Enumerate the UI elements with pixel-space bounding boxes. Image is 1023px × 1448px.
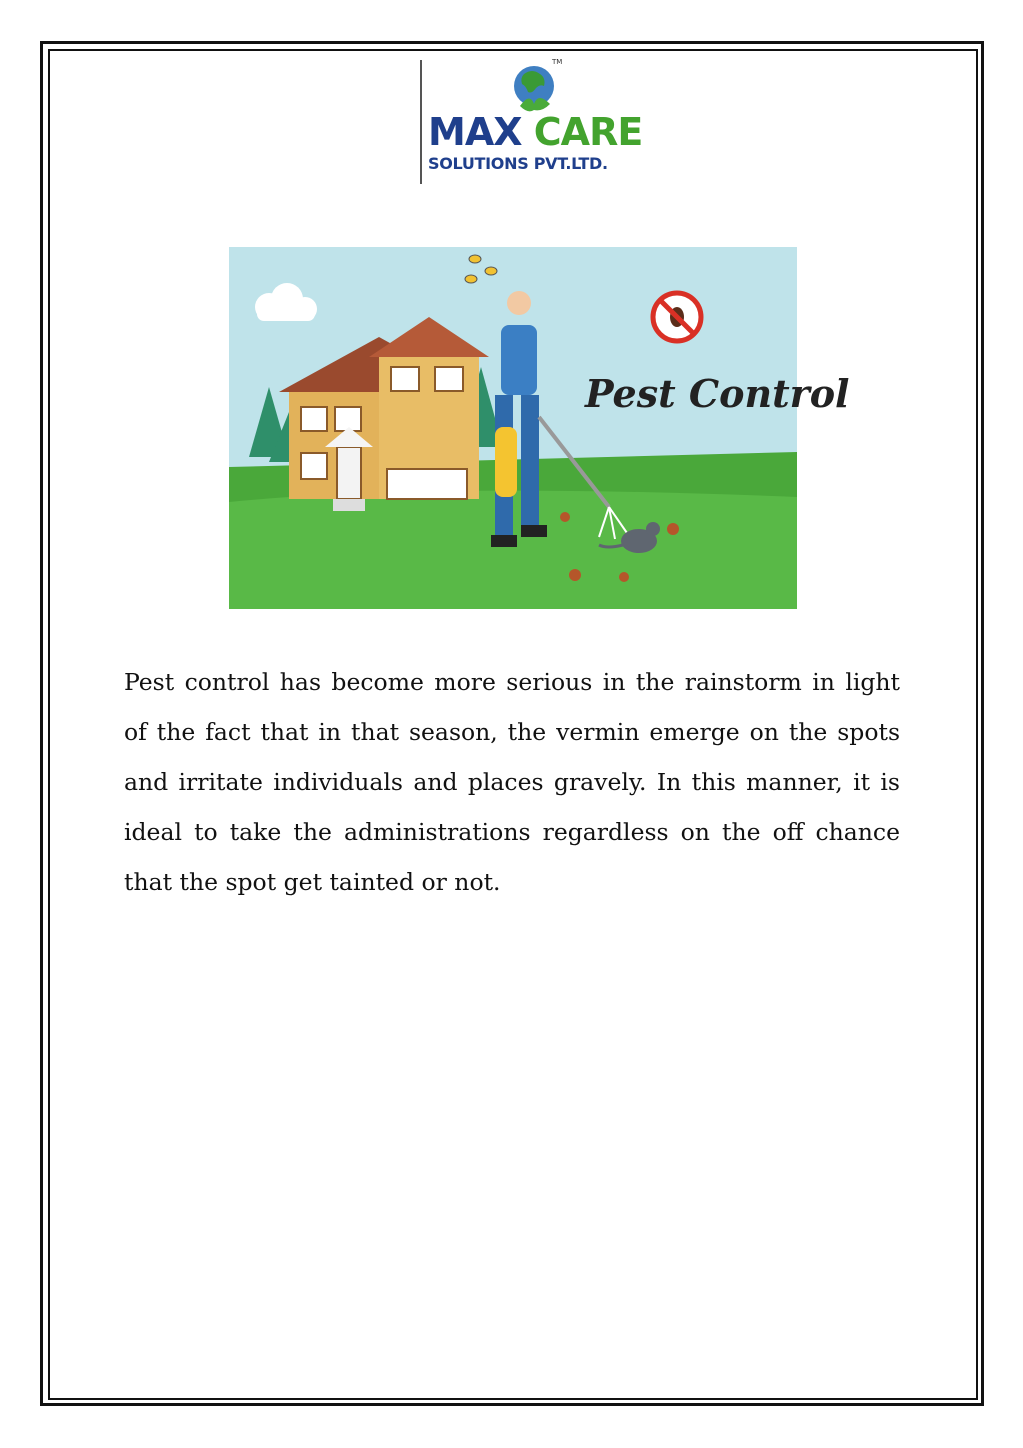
body-paragraph: Pest control has become more serious in the rainstorm in light of the fact that in that season, the vermin emerge on the spots and irritate individuals and places gravely. In this manner, it is ideal to take the administrations regardless on the off chance that the spot get tainted or not. [124,667,900,896]
logo-brand-primary: MAX [428,110,522,154]
logo-divider [420,60,422,184]
logo-company-suffix: SOLUTIONS PVT.LTD. [428,154,608,173]
trademark-mark: TM [552,58,563,66]
logo-wordmark [428,110,642,154]
no-bug-sign-icon [653,293,701,341]
pest-control-illustration [229,247,850,609]
company-logo [420,58,650,186]
logo-brand-secondary: CARE [533,110,643,154]
illustration-caption: Pest Control [585,371,850,416]
